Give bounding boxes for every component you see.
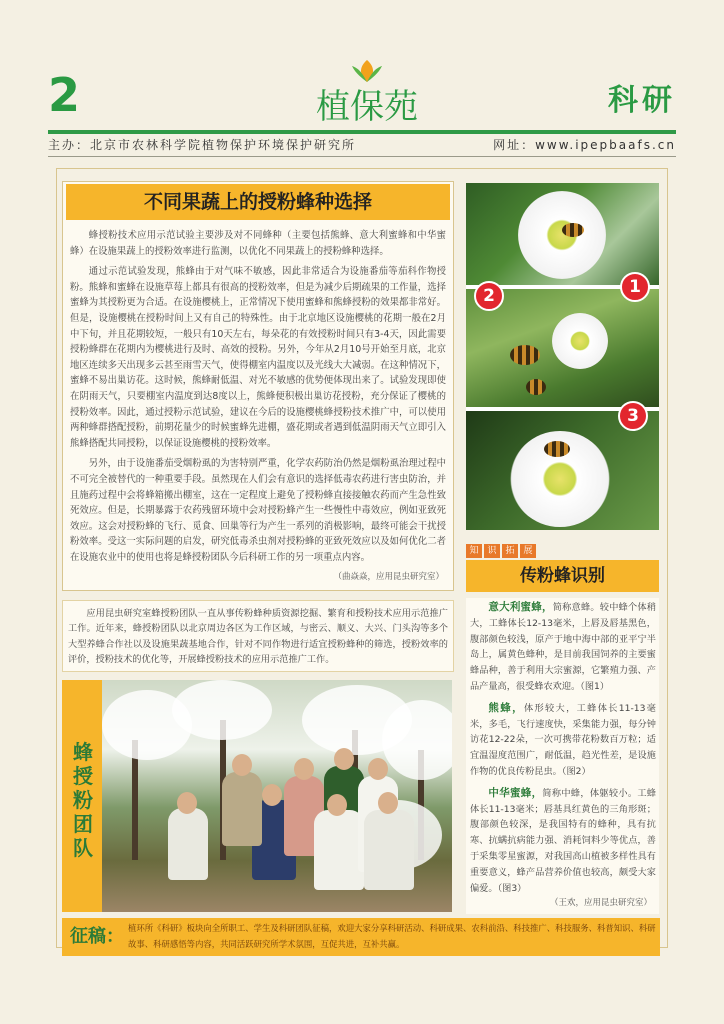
sidebar-entry-text: 简称意蜂。较中蜂个体稍大，工蜂体长12-13毫米，上唇及唇基黑色，腹部颜色较浅，原产于地中海中部的亚平宁半岛上，属黄色蜂种，是目前我国饲养的主要蜜蜂品种，善于利用大宗蜜源，它繁殖力强、产品产量高，很受蜂农欢迎。（图1） bbox=[470, 602, 657, 692]
team-photo bbox=[102, 680, 452, 912]
knowledge-tag bbox=[466, 538, 554, 556]
sidebar-entry-name: 熊蜂， bbox=[488, 701, 524, 714]
blossom bbox=[382, 700, 452, 780]
sidebar-entry bbox=[470, 701, 656, 780]
person-head bbox=[177, 792, 197, 814]
article-paragraph: 蜂授粉技术应用示范试验主要涉及对不同蜂种（主要包括熊蜂、意大利蜜蜂和中华蜜蜂）在设施果蔬上的授粉效率进行监测，以优化不同果蔬上的授粉蜂种选择。 bbox=[70, 230, 446, 257]
person bbox=[314, 810, 364, 890]
knowledge-tag-char: 拓 bbox=[502, 544, 518, 558]
sidebar-text bbox=[470, 600, 656, 902]
person-head bbox=[262, 784, 282, 806]
submission-text: 植环所《科研》板块向全所职工、学生及科研团队征稿，欢迎大家分享科研活动、科研成果、农科前沿、科技推广、科技服务、科普知识、科研故事、科研感悟等内容，共同活跃研究所学术氛围，互促共进，互补共赢。 bbox=[128, 923, 656, 949]
bee-photo-column bbox=[466, 183, 659, 530]
sidebar-entry-text: 体形较大，工蜂体长11-13毫米，多毛，飞行速度快，采集能力强，每分钟访花12-22朵，一次可携带花粉数百万粒；适宜温湿度范围广，耐低温，趋光性差，是设施作物的优良传粉昆虫。（图2） bbox=[470, 702, 656, 777]
figure-badge-1: 1 bbox=[620, 272, 650, 302]
person-head bbox=[232, 754, 252, 776]
flower-image bbox=[552, 313, 608, 369]
person-head bbox=[327, 794, 347, 816]
article-credit: （曲焱焱，应用昆虫研究室） bbox=[333, 572, 444, 582]
photo-italian-bee bbox=[466, 183, 659, 285]
team-intro-text bbox=[68, 606, 448, 668]
header-rule bbox=[48, 130, 676, 134]
person bbox=[364, 810, 414, 890]
knowledge-tag-char: 展 bbox=[520, 544, 536, 558]
blossom bbox=[172, 680, 272, 740]
team-intro-paragraph: 应用昆虫研究室蜂授粉团队一直从事传粉蜂种质资源挖掘、繁育和授粉技术应用示范推广工作。近年来，蜂授粉团队以北京周边各区为工作区域，与密云、顺义、大兴、门头沟等多个大型养蜂合作社以及设施果蔬基地合作，针对不同作物进行适宜授粉蜂种的筛选，授粉效率的评价，授粉技术的优化等，开展蜂授粉技术的应用示范推广工作。 bbox=[68, 608, 448, 666]
logo bbox=[312, 56, 422, 124]
figure-badge-3: 3 bbox=[618, 401, 648, 431]
sidebar-entry-name: 中华蜜蜂， bbox=[488, 786, 543, 799]
sidebar-title: 传粉蜂识别 bbox=[466, 560, 659, 592]
knowledge-tag-char: 知 bbox=[466, 544, 482, 558]
flower-image bbox=[518, 191, 606, 279]
figure-badge-2: 2 bbox=[474, 281, 504, 311]
sidebar-entry bbox=[470, 786, 656, 897]
sidebar-credit: （王欢，应用昆虫研究室） bbox=[549, 898, 652, 908]
person-head bbox=[368, 758, 388, 780]
person bbox=[168, 808, 208, 880]
person-head bbox=[378, 792, 398, 814]
person-head bbox=[294, 758, 314, 780]
knowledge-tag-char: 识 bbox=[484, 544, 500, 558]
submission-label: 征稿： bbox=[70, 926, 124, 947]
website-text: 网址：www.ipepbaafs.cn bbox=[493, 138, 676, 152]
bee-image bbox=[510, 345, 540, 365]
issue-number: 2 bbox=[48, 68, 81, 122]
masthead-divider bbox=[48, 156, 676, 157]
sidebar-entry-name: 意大利蜜蜂， bbox=[488, 601, 553, 613]
article-title: 不同果蔬上的授粉蜂种选择 bbox=[66, 184, 450, 220]
logo-text: 植保苑 bbox=[316, 87, 418, 124]
person bbox=[222, 772, 262, 846]
bee-image bbox=[544, 441, 570, 457]
person-head bbox=[334, 748, 354, 770]
article-body bbox=[70, 228, 446, 570]
article-paragraph: 通过示范试验发现，熊蜂由于对气味不敏感，因此非常适合为设施番茄等茄科作物授粉。熊蜂和蜜蜂在设施草莓上都具有很高的授粉效率，但是为减少后期疏果的工作量，选择蜜蜂为其授粉更为合适。在设施樱桃上，正常情况下使用蜜蜂和熊蜂授粉的效果都非常好。但是，设施樱桃在授粉时间上又有自己的特殊性。由于北京地区设施樱桃的花期一般在2月中下旬，并且花期较短，一般只有10天左右，每朵花的有效授粉时间只有3-4天，因此需要授粉蜂群在花期内为樱桃进行及时、高效的授粉。另外，今年从2月10号开始至月底，北京地区连续多天出现多云甚至雨雪天气，使得棚室内温度以及光线大大减弱。在这种情况下，蜜蜂不易出巢访花。这时候，熊蜂耐低温、对光不敏感的优势便体现出来了。试验发现即使在阴雨天气，只要棚室内温度到达8度以上，熊蜂便积极出巢访花授粉，充分保证了樱桃的授粉效率。因此，通过授粉示范试验，建议在今后的设施樱桃蜂授粉技术推广中，可以使用两种蜂群搭配授粉，前期花量少的时候蜜蜂先进棚，盛花期或者遇到低温阴雨天气立即引入熊蜂搭配共同授粉，以保证设施樱桃的授粉效率。 bbox=[70, 266, 446, 449]
logo-graphic bbox=[312, 56, 422, 124]
article-paragraph: 另外，由于设施番茄受烟粉虱的为害特别严重，化学农药防治仍然是烟粉虱治理过程中不可完全被替代的一种重要手段。虽然现在人们会有意识的选择低毒农药进行害虫防治，并且施药过程中会将蜂箱搬出棚室，这在一定程度上避免了授粉蜂直接接触农药而产生急性致死效应。但是，长期暴露于农药残留环境中会对授粉蜂产生一些慢性中毒效应，例如亚致死效应。这会对授粉蜂的飞行、觅食、回巢等行为产生一系列的消极影响，最终可能会干扰授粉效率。受这一实际问题的启发，研究低毒杀虫剂对授粉蜂的亚致死效应以及如何优化二者在设施农业中的使用也将是蜂授粉团队今后科研工作的另一项重点内容。 bbox=[70, 458, 446, 563]
section-title: 科研 bbox=[608, 83, 676, 118]
bee-image bbox=[562, 223, 584, 237]
sidebar-entry-text: 简称中蜂，体躯较小。工蜂体长11-13毫米；唇基具红黄色的三角形斑；腹部颜色较深，是我国特有的蜂种，具有抗寒、抗螨抗病能力强、消耗饲料少等优点，善于采集零星蜜源，对我国高山植被多样性具有重要意义，蜂产品营养价值也较高，颇受大家偏爱。（图3） bbox=[470, 787, 657, 894]
sidebar-entry bbox=[470, 600, 656, 695]
team-label: 蜂授粉团队 bbox=[73, 740, 93, 860]
bee-image bbox=[526, 379, 546, 395]
sponsor-text: 主办：北京市农林科学院植物保护环境保护研究所 bbox=[48, 138, 357, 152]
